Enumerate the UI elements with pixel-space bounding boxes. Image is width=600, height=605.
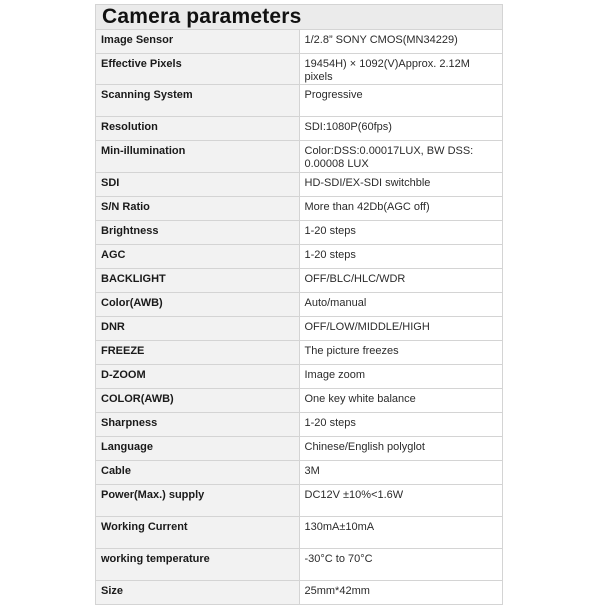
row-label: FREEZE <box>96 341 300 365</box>
row-value: 1/2.8” SONY CMOS(MN34229) <box>299 30 503 54</box>
row-label: Brightness <box>96 221 300 245</box>
table-row <box>96 317 503 341</box>
table-row <box>96 437 503 461</box>
row-value: Image zoom <box>299 365 503 389</box>
row-value: DC12V ±10%<1.6W <box>299 485 503 517</box>
row-label: COLOR(AWB) <box>96 389 300 413</box>
camera-parameters-table <box>95 4 503 605</box>
row-label: working temperature <box>96 549 300 581</box>
row-label: Size <box>96 581 300 605</box>
row-label: Sharpness <box>96 413 300 437</box>
table-row <box>96 30 503 54</box>
row-value: Auto/manual <box>299 293 503 317</box>
row-label: BACKLIGHT <box>96 269 300 293</box>
table-row <box>96 341 503 365</box>
row-value: 130mA±10mA <box>299 517 503 549</box>
row-label: Working Current <box>96 517 300 549</box>
table-row <box>96 269 503 293</box>
row-value: Chinese/English polyglot <box>299 437 503 461</box>
row-value: 1-20 steps <box>299 245 503 269</box>
row-value: One key white balance <box>299 389 503 413</box>
row-label: Effective Pixels <box>96 54 300 85</box>
row-value: HD-SDI/EX-SDI switchble <box>299 173 503 197</box>
table-row <box>96 581 503 605</box>
table-row <box>96 389 503 413</box>
row-label: Language <box>96 437 300 461</box>
row-value: 25mm*42mm <box>299 581 503 605</box>
row-label: Resolution <box>96 117 300 141</box>
table-row <box>96 293 503 317</box>
table-row <box>96 413 503 437</box>
row-value: 3M <box>299 461 503 485</box>
table-row <box>96 245 503 269</box>
table-row <box>96 549 503 581</box>
row-label: Image Sensor <box>96 30 300 54</box>
row-value: More than 42Db(AGC off) <box>299 197 503 221</box>
row-value: 1-20 steps <box>299 413 503 437</box>
row-label: Cable <box>96 461 300 485</box>
row-label: Color(AWB) <box>96 293 300 317</box>
row-value: Progressive <box>299 85 503 117</box>
table-row <box>96 485 503 517</box>
table-body <box>96 30 503 605</box>
row-value: 1-20 steps <box>299 221 503 245</box>
table-title: Camera parameters <box>96 5 503 30</box>
table-row <box>96 85 503 117</box>
row-label: SDI <box>96 173 300 197</box>
table-row <box>96 197 503 221</box>
row-value: OFF/BLC/HLC/WDR <box>299 269 503 293</box>
table-row <box>96 117 503 141</box>
row-label: D-ZOOM <box>96 365 300 389</box>
row-value: SDI:1080P(60fps) <box>299 117 503 141</box>
row-value: 19454H) × 1092(V)Approx. 2.12M pixels <box>299 54 503 85</box>
row-value: Color:DSS:0.00017LUX, BW DSS: 0.00008 LUX <box>299 141 503 173</box>
table-row <box>96 54 503 85</box>
row-label: Scanning System <box>96 85 300 117</box>
table-row <box>96 517 503 549</box>
row-value: OFF/LOW/MIDDLE/HIGH <box>299 317 503 341</box>
spec-sheet <box>95 4 503 605</box>
row-label: S/N Ratio <box>96 197 300 221</box>
row-label: Power(Max.) supply <box>96 485 300 517</box>
table-row <box>96 221 503 245</box>
table-row <box>96 461 503 485</box>
row-label: Min-illumination <box>96 141 300 173</box>
table-row <box>96 141 503 173</box>
row-label: AGC <box>96 245 300 269</box>
row-label: DNR <box>96 317 300 341</box>
table-row <box>96 173 503 197</box>
row-value: The picture freezes <box>299 341 503 365</box>
row-value: -30°C to 70°C <box>299 549 503 581</box>
table-header-row <box>96 5 503 30</box>
table-row <box>96 365 503 389</box>
